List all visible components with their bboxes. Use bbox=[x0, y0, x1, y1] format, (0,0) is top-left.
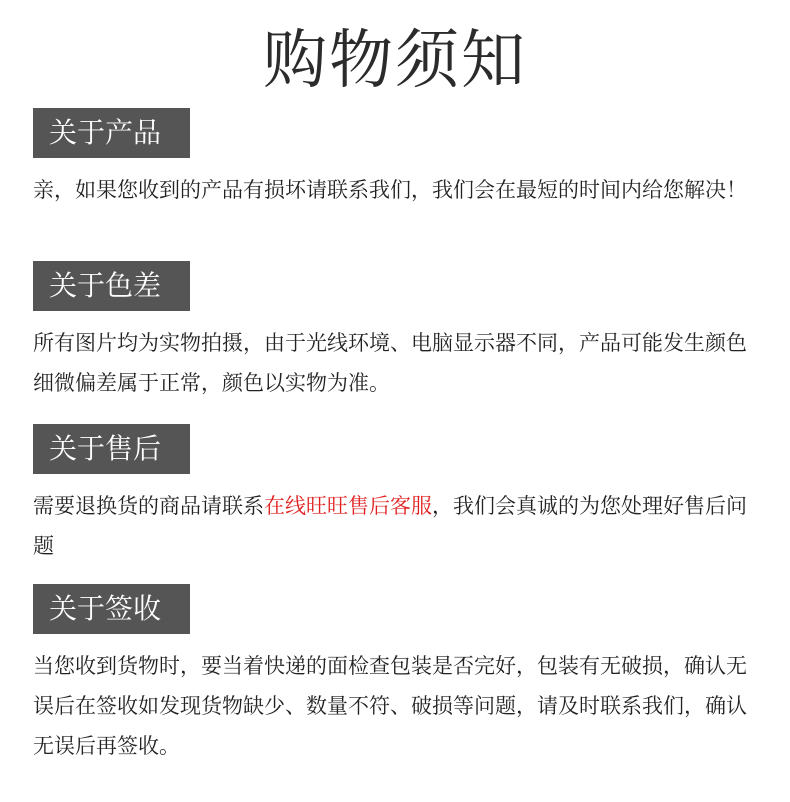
customer-service-link[interactable]: 在线旺旺售后客服 bbox=[264, 494, 432, 518]
section-heading-product: 关于产品 bbox=[33, 108, 190, 158]
section-product bbox=[33, 108, 763, 210]
after-sales-text-after: ，我们会真诚的为您处理好售后问题 bbox=[33, 494, 747, 558]
section-heading-after-sales: 关于售后 bbox=[33, 424, 190, 474]
section-heading-color-difference: 关于色差 bbox=[33, 261, 190, 311]
section-heading-sign-for-delivery: 关于签收 bbox=[33, 584, 190, 634]
section-sign-for-delivery bbox=[33, 584, 763, 766]
page-title: 购物须知 bbox=[263, 24, 527, 98]
after-sales-text-before: 需要退换货的商品请联系 bbox=[33, 494, 264, 518]
section-color-difference bbox=[33, 261, 763, 403]
section-body-color-difference: 所有图片均为实物拍摄，由于光线环境、电脑显示器不同，产品可能发生颜色细微偏差属于正常，颜色以实物为准。 bbox=[33, 331, 747, 395]
section-after-sales bbox=[33, 424, 763, 566]
section-body-after-sales bbox=[33, 486, 763, 566]
section-body-product: 亲，如果您收到的产品有损坏请联系我们，我们会在最短的时间内给您解决！ bbox=[33, 178, 747, 202]
section-body-sign-for-delivery: 当您收到货物时，要当着快递的面检查包装是否完好，包装有无破损，确认无误后在签收如发现货物缺少、数量不符、破损等问题，请及时联系我们，确认无误后再签收。 bbox=[33, 654, 747, 758]
